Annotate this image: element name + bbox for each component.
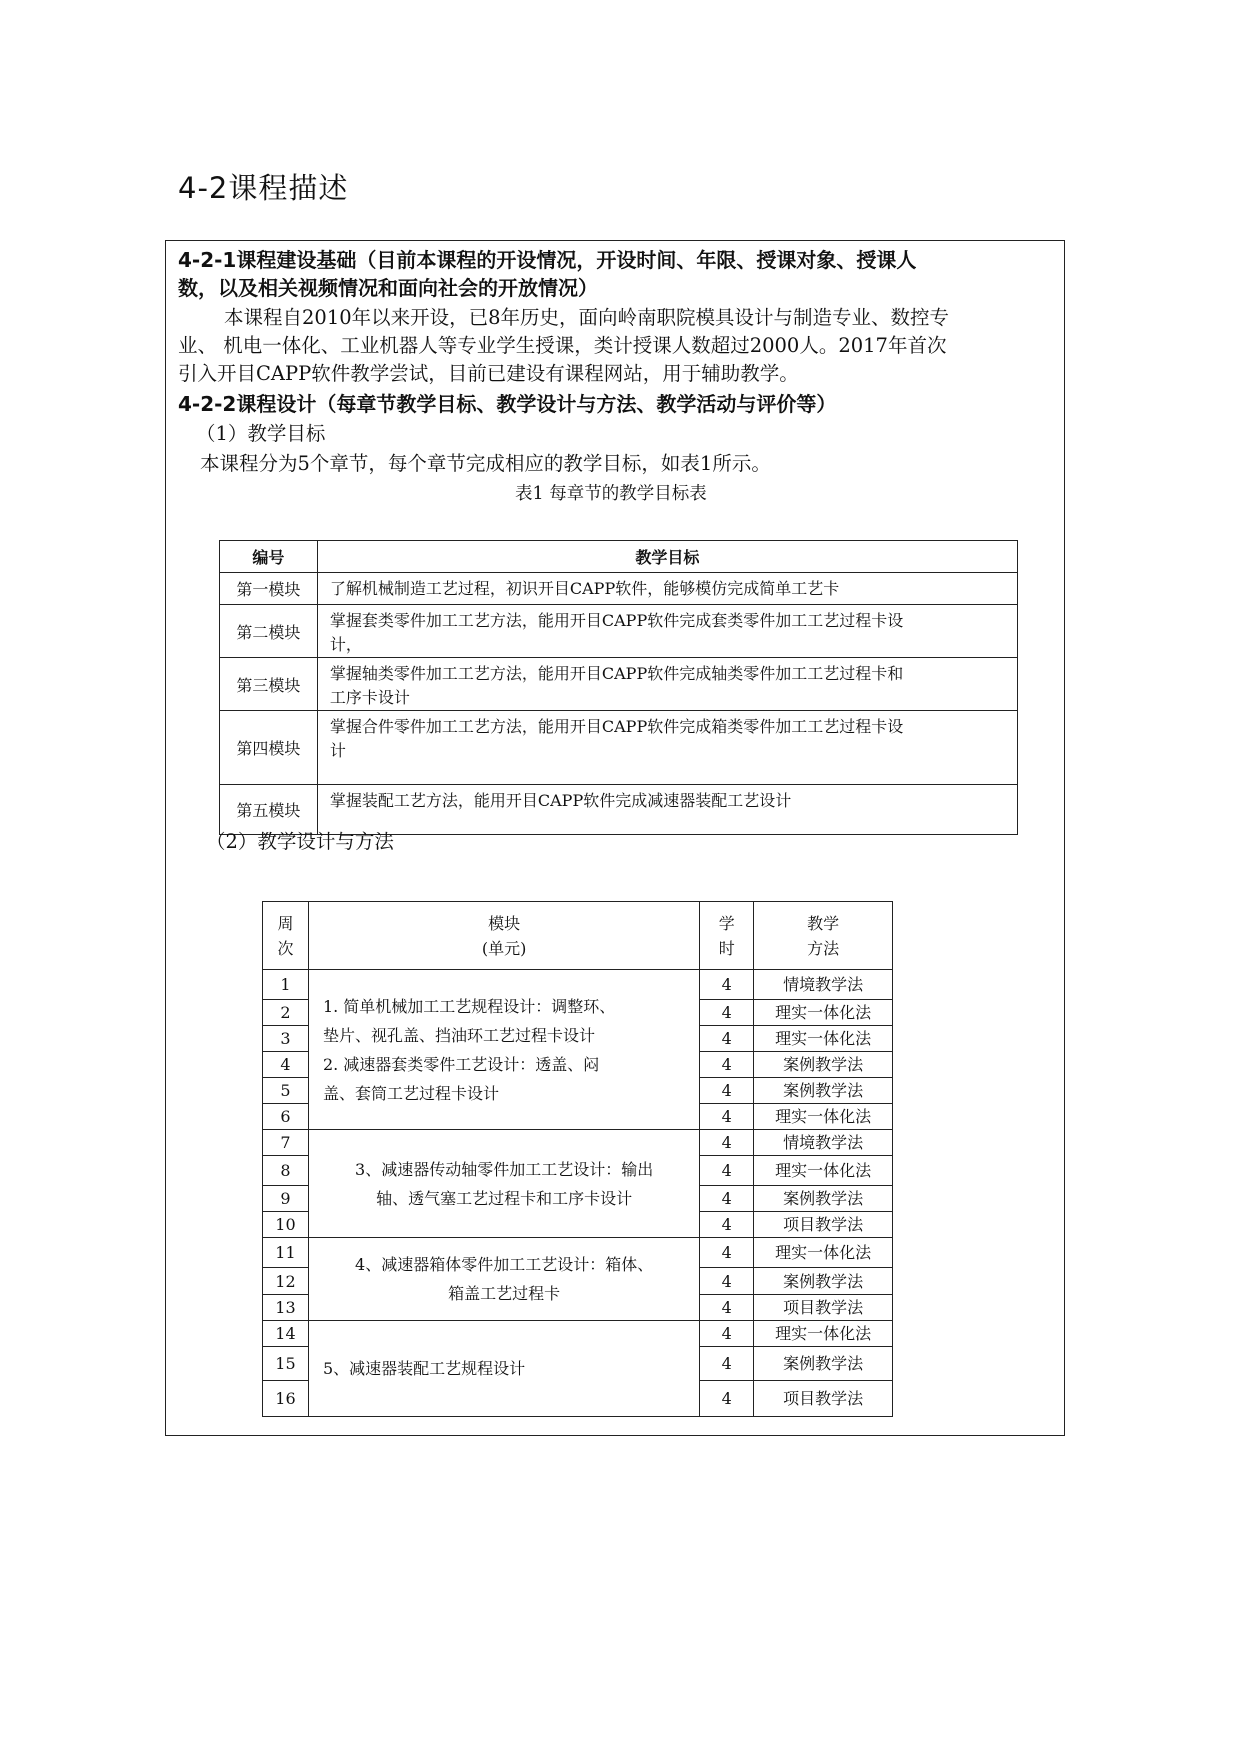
table-row: [263, 970, 893, 1000]
module-cell: 3、减速器传动轴零件加工工艺设计：输出 轴、透气塞工艺过程卡和工序卡设计: [308, 1130, 699, 1238]
section-title-line1: 4-2-1课程建设基础（目前本课程的开设情况，开设时间、年限、授课对象、授课人: [178, 248, 917, 272]
header-hours: 学 时: [700, 902, 754, 970]
hours: 4: [700, 1130, 754, 1156]
module-id: 第五模块: [220, 785, 318, 835]
method: 理实一体化法: [754, 1156, 893, 1186]
week-number: 5: [263, 1078, 309, 1104]
paragraph-line1: 本课程自2010年以来开设，已8年历史，面向岭南职院模具设计与制造专业、数控专: [224, 306, 950, 329]
table-header-row: [263, 902, 893, 970]
hours: 4: [700, 1268, 754, 1295]
table-caption: 表1 每章节的教学目标表: [515, 484, 707, 504]
intro-text: 本课程分为5个章节，每个章节完成相应的教学目标，如表1所示。: [200, 452, 771, 475]
method: 案例教学法: [754, 1052, 893, 1078]
table-row: [220, 711, 1018, 785]
method: 理实一体化法: [754, 1104, 893, 1130]
table-row: [263, 1130, 893, 1156]
method: 项目教学法: [754, 1381, 893, 1417]
table-row: [263, 1321, 893, 1347]
module-cell: 5、减速器装配工艺规程设计: [308, 1321, 699, 1417]
module-goal: 掌握套类零件加工工艺方法，能用开目CAPP软件完成套类零件加工工艺过程卡设 计，: [317, 605, 1017, 658]
week-number: 10: [263, 1212, 309, 1238]
hours: 4: [700, 1026, 754, 1052]
table-row: [220, 605, 1018, 658]
hours: 4: [700, 1238, 754, 1268]
hours: 4: [700, 970, 754, 1000]
hours: 4: [700, 1321, 754, 1347]
table-header-goal: 教学目标: [317, 541, 1017, 573]
method: 理实一体化法: [754, 1026, 893, 1052]
hours: 4: [700, 1295, 754, 1321]
method: 案例教学法: [754, 1078, 893, 1104]
week-number: 12: [263, 1268, 309, 1295]
module-id: 第二模块: [220, 605, 318, 658]
week-number: 14: [263, 1321, 309, 1347]
week-number: 13: [263, 1295, 309, 1321]
table-row: [220, 573, 1018, 605]
module-id: 第四模块: [220, 711, 318, 785]
teaching-schedule-table: [262, 901, 893, 1417]
module-goal: 掌握轴类零件加工工艺方法，能用开目CAPP软件完成轴类零件加工工艺过程卡和 工序卡设计: [317, 658, 1017, 711]
module-cell: 4、减速器箱体零件加工工艺设计：箱体、 箱盖工艺过程卡: [308, 1238, 699, 1321]
method: 情境教学法: [754, 1130, 893, 1156]
method: 理实一体化法: [754, 1238, 893, 1268]
hours: 4: [700, 1000, 754, 1026]
hours: 4: [700, 1052, 754, 1078]
method: 情境教学法: [754, 970, 893, 1000]
week-number: 8: [263, 1156, 309, 1186]
paragraph-line2: 业、 机电一体化、工业机器人等专业学生授课，类计授课人数超过2000人。2017年首次: [178, 334, 947, 357]
week-number: 4: [263, 1052, 309, 1078]
week-number: 16: [263, 1381, 309, 1417]
module-cell: 1. 简单机械加工工艺规程设计：调整环、 垫片、视孔盖、挡油环工艺过程卡设计 2. 减速器套类零件工艺设计：透盖、闷 盖、套筒工艺过程卡设计: [308, 970, 699, 1130]
module-goal: 掌握装配工艺方法，能用开目CAPP软件完成减速器装配工艺设计: [317, 785, 1017, 835]
week-number: 3: [263, 1026, 309, 1052]
module-id: 第三模块: [220, 658, 318, 711]
method: 案例教学法: [754, 1186, 893, 1212]
table-row: [220, 658, 1018, 711]
paragraph-line3: 引入开目CAPP软件教学尝试，目前已建设有课程网站，用于辅助教学。: [178, 362, 799, 385]
method: 项目教学法: [754, 1212, 893, 1238]
module-id: 第一模块: [220, 573, 318, 605]
method: 案例教学法: [754, 1268, 893, 1295]
week-number: 9: [263, 1186, 309, 1212]
subsection-teaching-goals: （1）教学目标: [196, 422, 326, 445]
module-goal: 掌握合件零件加工工艺方法，能用开目CAPP软件完成箱类零件加工工艺过程卡设 计: [317, 711, 1017, 785]
week-number: 11: [263, 1238, 309, 1268]
hours: 4: [700, 1212, 754, 1238]
table-row: [263, 1238, 893, 1268]
table-header-id: 编号: [220, 541, 318, 573]
week-number: 7: [263, 1130, 309, 1156]
module-goal: 了解机械制造工艺过程，初识开目CAPP软件，能够模仿完成简单工艺卡: [317, 573, 1017, 605]
hours: 4: [700, 1156, 754, 1186]
method: 案例教学法: [754, 1347, 893, 1381]
method: 理实一体化法: [754, 1321, 893, 1347]
page-title: 4-2课程描述: [178, 171, 349, 205]
hours: 4: [700, 1104, 754, 1130]
header-module: 模块 (单元): [308, 902, 699, 970]
method: 理实一体化法: [754, 1000, 893, 1026]
subsection-design-methods: （2）教学设计与方法: [206, 830, 394, 853]
week-number: 2: [263, 1000, 309, 1026]
week-number: 15: [263, 1347, 309, 1381]
teaching-goals-table: [219, 540, 1018, 835]
hours: 4: [700, 1186, 754, 1212]
section-title-2: 4-2-2课程设计（每章节教学目标、教学设计与方法、教学活动与评价等）: [178, 392, 837, 416]
hours: 4: [700, 1381, 754, 1417]
hours: 4: [700, 1347, 754, 1381]
header-method: 教学 方法: [754, 902, 893, 970]
header-week: 周 次: [263, 902, 309, 970]
hours: 4: [700, 1078, 754, 1104]
method: 项目教学法: [754, 1295, 893, 1321]
week-number: 6: [263, 1104, 309, 1130]
section-title-line2: 数，以及相关视频情况和面向社会的开放情况）: [178, 276, 598, 300]
week-number: 1: [263, 970, 309, 1000]
